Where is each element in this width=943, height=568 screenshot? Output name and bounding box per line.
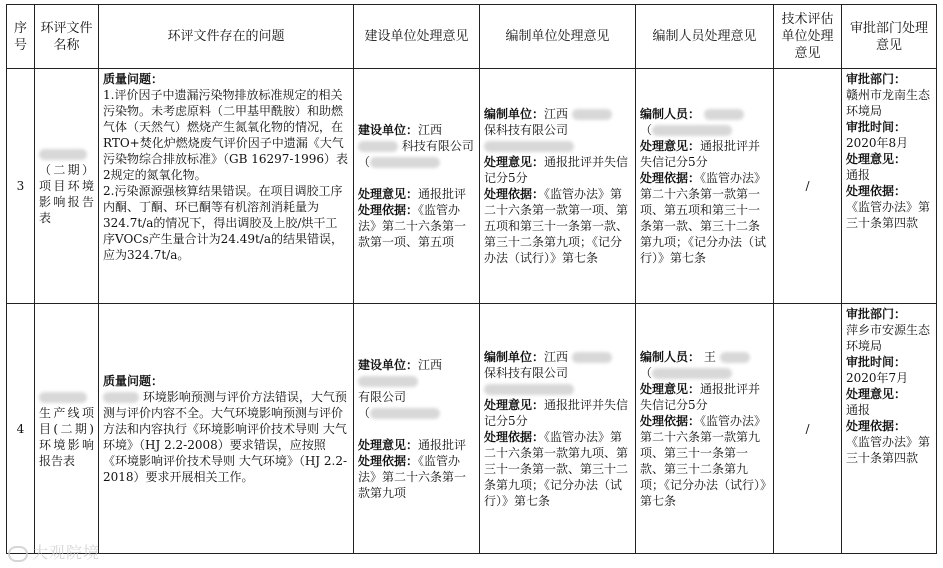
compiler-opinion-label: 处理意见： bbox=[484, 397, 545, 412]
header-tech: 技术评估单位处理意见 bbox=[774, 5, 842, 69]
redaction-mark bbox=[704, 109, 744, 120]
approver-basis: 《监管办法》第三十条第四款 bbox=[846, 200, 931, 230]
doc-name-text: 生产线项目(二期)环境影响报告表 bbox=[39, 405, 94, 468]
compiler-opinion: 通报批评并失信记分5分 bbox=[484, 155, 629, 185]
header-staff: 编制人员处理意见 bbox=[636, 5, 774, 69]
builder-paren: （ bbox=[358, 154, 475, 170]
builder-basis: 《监管办法》第二十六条第一款第一项、第五项 bbox=[358, 203, 467, 249]
builder-name-2: 有限公司 bbox=[358, 389, 407, 404]
compiler-basis-label: 处理依据： bbox=[484, 187, 545, 201]
redaction-mark bbox=[484, 141, 574, 152]
redaction-mark bbox=[652, 125, 732, 136]
staff-label: 编制人员： bbox=[640, 107, 701, 121]
builder-opinion-label: 处理意见： bbox=[358, 187, 419, 201]
row-compiler bbox=[480, 69, 636, 304]
camera-icon bbox=[8, 546, 28, 562]
approver-basis: 《监管办法》第三十条第四款 bbox=[846, 435, 931, 465]
problems-paragraph-2: 2.污染源源强核算结果错误。在项目调胶工序内酮、丁酮、环已酮等有机溶剂消耗量为324.7t/a的情况下，得出调胶及上胶/烘干工序VOCs产生量合计为24.49t/a的结果错误，应为324.7t/a。 bbox=[103, 184, 344, 262]
builder-name: 江西 bbox=[418, 123, 443, 137]
compiler-name: 江西 bbox=[544, 107, 569, 121]
redaction-mark bbox=[572, 109, 612, 120]
redaction-mark bbox=[358, 376, 418, 387]
approver-name: 萍乡市安源生态环境局 bbox=[846, 323, 931, 353]
row-problems bbox=[99, 69, 354, 304]
staff-label: 编制人员： bbox=[640, 349, 701, 364]
staff-opinion-label: 处理意见： bbox=[640, 381, 701, 396]
row-tech: / bbox=[774, 69, 842, 304]
compiler-basis-label: 处理依据： bbox=[484, 429, 545, 444]
penalty-table bbox=[6, 4, 937, 554]
problems-paragraph-1: 1.评价因子中遗漏污染物排放标准规定的相关污染物。未考虑原料（二甲基甲酰胺）和助燃气体（天然气）燃烧产生氮氧化物的情况，在RTO+焚化炉燃烧废气评价因子中遗漏《大气污染物综合排放标准》（GB 16297-1996）表2规定的氮氧化物。 bbox=[103, 88, 348, 182]
problems-paragraph-1: 环境影响预测与评价方法错误，大气预测与评价内容不全。大气环境影响预测与评价方法和内容执行《环境影响评价技术导则 大气环境》（HJ 2.2-2008）要求错误，应按照《环境影响评价技术导则 大气环境》（HJ 2.2-2018）要求开展相关工作。 bbox=[103, 389, 348, 484]
compiler-name-2: 保科技有限公司 bbox=[484, 365, 569, 380]
builder-basis-label: 处理依据： bbox=[358, 453, 419, 468]
approver-opinion-label: 处理意见： bbox=[846, 387, 907, 401]
approver-time-label: 审批时间： bbox=[846, 120, 907, 134]
row-tech: / bbox=[774, 304, 842, 554]
row-approver bbox=[842, 69, 937, 304]
header-builder: 建设单位处理意见 bbox=[354, 5, 480, 69]
builder-name-2: 科技有限公司 bbox=[401, 139, 474, 153]
compiler-label: 编制单位： bbox=[484, 349, 545, 364]
compiler-basis: 《监管办法》第二十六条第一款第九项、第三十一条第一款、第三十二条第九项；《记分办法（试行）》第七条 bbox=[484, 429, 629, 508]
staff-paren: （ bbox=[640, 123, 653, 137]
staff-basis-label: 处理依据： bbox=[640, 413, 701, 428]
redaction-mark bbox=[572, 352, 612, 363]
approver-opinion: 通报 bbox=[846, 403, 871, 417]
builder-opinion: 通报批评 bbox=[418, 187, 467, 201]
staff-opinion: 通报批评并失信记分5分 bbox=[640, 139, 761, 169]
compiler-name: 江西 bbox=[544, 349, 569, 364]
redaction-mark bbox=[370, 157, 440, 168]
redaction-mark bbox=[484, 384, 574, 395]
approver-basis-label: 处理依据： bbox=[846, 184, 907, 198]
redaction-mark bbox=[652, 368, 732, 379]
problems-title: 质量问题： bbox=[103, 373, 164, 388]
staff-basis: 《监管办法》第二十六条第一款第九项、第三十一条第一款、第三十二条第九项；《记分办法（试行）》第七条 bbox=[640, 413, 767, 508]
approver-time-label: 审批时间： bbox=[846, 355, 907, 369]
builder-label: 建设单位： bbox=[358, 123, 419, 137]
staff-name: 王 bbox=[703, 349, 716, 364]
builder-opinion: 通报批评 bbox=[418, 437, 467, 452]
builder-opinion-label: 处理意见： bbox=[358, 437, 419, 452]
watermark-text: 大观院境 bbox=[32, 543, 101, 562]
row-staff bbox=[636, 69, 774, 304]
problems-title: 质量问题： bbox=[103, 72, 164, 86]
row-seq: 3 bbox=[7, 69, 35, 304]
row-doc-name bbox=[35, 304, 99, 554]
approver-basis-label: 处理依据： bbox=[846, 419, 907, 433]
staff-basis: 《监管办法》第二十六条第一款第一项、第五项和第三十一条第一款、第三十二条第九项；《记分办法（试行）》第七条 bbox=[640, 171, 767, 265]
builder-label: 建设单位： bbox=[358, 357, 419, 372]
row-approver bbox=[842, 304, 937, 554]
staff-opinion-label: 处理意见： bbox=[640, 139, 701, 153]
row-staff bbox=[636, 304, 774, 554]
approver-label: 审批部门： bbox=[846, 307, 907, 321]
approver-name: 赣州市龙南生态环境局 bbox=[846, 88, 931, 118]
staff-basis-label: 处理依据： bbox=[640, 171, 701, 185]
builder-paren: （ bbox=[358, 405, 475, 421]
compiler-opinion: 通报批评并失信记分5分 bbox=[484, 397, 629, 428]
compiler-name-2: 保科技有限公司 bbox=[484, 123, 569, 137]
watermark bbox=[8, 540, 100, 563]
compiler-basis: 《监管办法》第二十六条第一款第一项、第五项和第三十一条第一款、第三十二条第九项；《记分办法（试行）》第七条 bbox=[484, 187, 629, 265]
redaction-mark bbox=[39, 149, 87, 160]
builder-basis: 《监管办法》第二十六条第一款第九项 bbox=[358, 453, 467, 500]
redaction-mark bbox=[39, 392, 87, 403]
redaction-mark bbox=[370, 408, 440, 419]
header-problems: 环评文件存在的问题 bbox=[99, 5, 354, 69]
approver-opinion-label: 处理意见： bbox=[846, 152, 907, 166]
staff-opinion: 通报批评并失信记分5分 bbox=[640, 381, 761, 412]
redaction-mark bbox=[358, 141, 398, 152]
row-compiler bbox=[480, 304, 636, 554]
approver-opinion: 通报 bbox=[846, 168, 871, 182]
row-problems bbox=[99, 304, 354, 554]
builder-basis-label: 处理依据： bbox=[358, 203, 419, 217]
redaction-mark bbox=[103, 392, 139, 403]
header-seq: 序号 bbox=[7, 5, 35, 69]
header-compiler: 编制单位处理意见 bbox=[480, 5, 636, 69]
header-doc-name: 环评文件名称 bbox=[35, 5, 99, 69]
compiler-label: 编制单位： bbox=[484, 107, 545, 121]
redaction-mark bbox=[720, 352, 750, 363]
doc-name-text: （二期）项目环境影响报告表 bbox=[39, 163, 94, 225]
approver-label: 审批部门： bbox=[846, 72, 907, 86]
row-builder bbox=[354, 304, 480, 554]
row-builder bbox=[354, 69, 480, 304]
approver-time: 2020年7月 bbox=[846, 371, 909, 385]
header-approver: 审批部门处理意见 bbox=[842, 5, 937, 69]
row-seq: 4 bbox=[7, 304, 35, 554]
approver-time: 2020年8月 bbox=[846, 136, 909, 150]
builder-name: 江西 bbox=[418, 357, 443, 372]
staff-paren: （ bbox=[640, 365, 653, 380]
header-row bbox=[7, 5, 937, 69]
compiler-opinion-label: 处理意见： bbox=[484, 155, 545, 169]
table-row bbox=[7, 69, 937, 304]
row-doc-name bbox=[35, 69, 99, 304]
table-row bbox=[7, 304, 937, 554]
